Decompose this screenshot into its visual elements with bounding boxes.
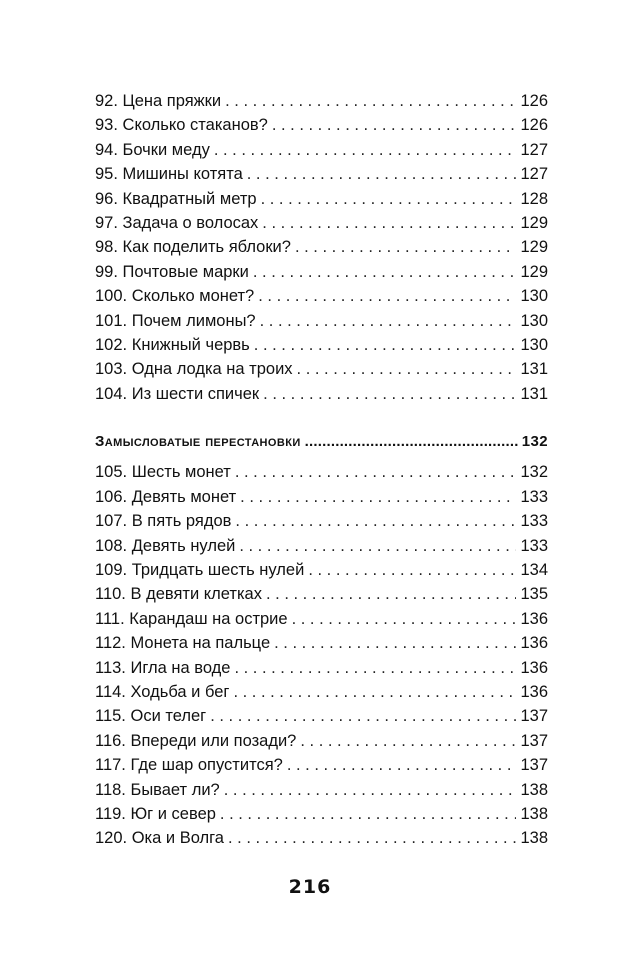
toc-entry-label: Впереди или позади? <box>130 731 297 750</box>
toc-entry-number: 94. <box>95 140 118 159</box>
toc-entry-number: 114. <box>95 682 126 701</box>
toc-entry-label: Бочки меду <box>122 140 210 159</box>
toc-entry-title <box>95 753 283 777</box>
toc-entry[interactable] <box>95 460 548 484</box>
toc-entry-number: 118. <box>95 780 126 799</box>
toc-entry-page: 137 <box>520 731 548 750</box>
toc-entry-page: 128 <box>520 189 548 208</box>
toc-entry[interactable] <box>95 113 548 137</box>
toc-entry-page: 129 <box>520 262 548 281</box>
toc-entry-number: 104. <box>95 384 128 403</box>
leader-dots <box>300 729 516 753</box>
toc-entry-title <box>95 113 268 137</box>
toc-entry[interactable] <box>95 607 548 631</box>
toc-entry-title <box>95 211 258 235</box>
toc-entry-label: Игла на воде <box>130 658 231 677</box>
toc-entry-page: 129 <box>520 238 548 257</box>
toc-entry-page: 138 <box>520 829 548 848</box>
toc-entry[interactable] <box>95 89 548 113</box>
toc-entry-label: Ходьба и бег <box>130 682 230 701</box>
toc-entry-label: Сколько стаканов? <box>122 116 268 135</box>
toc-entry-number: 112. <box>95 634 126 653</box>
toc-entry-title <box>95 357 293 381</box>
toc-entry-page: 126 <box>520 116 548 135</box>
toc-entry-title <box>95 558 304 582</box>
toc-entry-label: Почем лимоны? <box>131 311 256 330</box>
leader-dots <box>258 284 516 308</box>
toc-entry-title <box>95 460 231 484</box>
toc-entry-title <box>95 607 288 631</box>
toc-entry-title <box>95 333 250 357</box>
page-number: 216 <box>288 876 332 898</box>
leader-dots <box>266 582 516 606</box>
toc-entry-label: Одна лодка на троих <box>131 360 293 379</box>
leader-dots <box>308 558 516 582</box>
toc-entry-label: Монета на пальце <box>130 634 271 653</box>
toc-entry-number: 105. <box>95 463 128 482</box>
leader-dots <box>240 485 516 509</box>
toc-entry-label: Тридцать шесть нулей <box>131 561 305 580</box>
toc-entry-title <box>95 631 270 655</box>
toc-entry-number: 98. <box>95 238 118 257</box>
toc-entry-label: Как поделить яблоки? <box>122 238 291 257</box>
toc-entry-number: 95. <box>95 165 118 184</box>
toc-entry-page: 133 <box>520 487 548 506</box>
toc-entry-number: 107. <box>95 512 128 531</box>
leader-dots <box>263 382 516 406</box>
toc-entry-number: 115. <box>95 707 126 726</box>
toc-entry-number: 110. <box>95 585 126 604</box>
toc-entry-page: 126 <box>520 92 548 110</box>
toc-entry-page: 138 <box>520 804 548 823</box>
toc-entry[interactable] <box>95 187 548 211</box>
toc-entry-title <box>95 309 256 333</box>
leader-dots <box>295 235 517 259</box>
toc-entry-label: Оси телег <box>130 707 207 726</box>
toc-entry[interactable] <box>95 309 548 333</box>
leader-dots <box>260 309 517 333</box>
toc-entry-label: Юг и север <box>130 804 216 823</box>
leader-dots <box>292 607 517 631</box>
toc-entry-title <box>95 656 230 680</box>
leader-dots <box>272 113 517 137</box>
toc-entry-number: 93. <box>95 116 118 135</box>
leader-dots <box>239 534 516 558</box>
leader-dots <box>224 778 517 802</box>
toc-entry-number: 101. <box>95 311 128 330</box>
toc-entry-number: 111. <box>95 609 125 628</box>
section-title: Замысловатые перестановки <box>95 433 301 451</box>
toc-entry-title <box>95 89 221 113</box>
toc-entry-title <box>95 729 296 753</box>
toc-entry-title <box>95 284 254 308</box>
leader-dots <box>228 826 516 850</box>
toc-entry-page: 137 <box>520 707 548 726</box>
leader-dots <box>234 656 516 680</box>
toc-entry-label: Карандаш на острие <box>129 609 288 628</box>
section-page: 132 <box>521 433 548 451</box>
toc-entry-page: 130 <box>520 311 548 330</box>
toc-entry-label: Где шар опустится? <box>130 756 283 775</box>
leader-dots <box>210 704 516 728</box>
toc-entry-label: Квадратный метр <box>122 189 257 208</box>
toc-entry-title <box>95 162 243 186</box>
toc-entry[interactable] <box>95 631 548 655</box>
section-heading[interactable] <box>95 430 548 454</box>
toc-entry-number: 100. <box>95 287 128 306</box>
leader-dots <box>254 333 517 357</box>
toc-entry-title <box>95 582 262 606</box>
toc-entry-title <box>95 485 236 509</box>
toc-entry-page: 127 <box>520 165 548 184</box>
toc-entry-label: Цена пряжки <box>122 92 222 110</box>
toc-entry-title <box>95 704 206 728</box>
toc-entry-page: 134 <box>520 561 548 580</box>
leader-dots <box>220 802 517 826</box>
leader-dots <box>297 357 517 381</box>
toc-entry-page: 133 <box>520 536 548 555</box>
toc-entry[interactable] <box>95 260 548 284</box>
leader-dots <box>305 430 518 454</box>
toc-entry-title <box>95 509 231 533</box>
toc-entry-number: 99. <box>95 262 118 281</box>
leader-dots <box>262 211 516 235</box>
toc-entry-label: Шесть монет <box>131 463 231 482</box>
toc-entry[interactable] <box>95 382 548 406</box>
toc-entry-number: 108. <box>95 536 128 555</box>
toc-entry[interactable] <box>95 138 548 162</box>
toc-entry-number: 113. <box>95 658 126 677</box>
toc-entry-page: 131 <box>520 360 548 379</box>
toc-entry-number: 106. <box>95 487 128 506</box>
toc-entry-page: 127 <box>520 140 548 159</box>
toc-entry[interactable] <box>95 582 548 606</box>
leader-dots <box>235 509 516 533</box>
leader-dots <box>261 187 517 211</box>
toc-group-1 <box>95 89 548 406</box>
toc-entry-label: Бывает ли? <box>130 780 220 799</box>
leader-dots <box>233 680 516 704</box>
toc-entry-number: 116. <box>95 731 126 750</box>
toc-entry-number: 97. <box>95 213 118 232</box>
toc-entry[interactable] <box>95 534 548 558</box>
toc-entry-page: 135 <box>520 585 548 604</box>
toc-group-2 <box>95 460 548 850</box>
toc-entry-number: 120. <box>95 829 128 848</box>
toc-entry-page: 133 <box>520 512 548 531</box>
table-of-contents <box>95 89 548 851</box>
toc-entry-page: 132 <box>520 463 548 482</box>
toc-entry-page: 136 <box>520 609 548 628</box>
toc-entry-page: 131 <box>520 384 548 403</box>
toc-entry-number: 117. <box>95 756 126 775</box>
toc-entry-title <box>95 138 210 162</box>
toc-entry[interactable] <box>95 680 548 704</box>
toc-entry-number: 119. <box>95 804 126 823</box>
toc-entry-page: 136 <box>520 658 548 677</box>
toc-entry-number: 96. <box>95 189 118 208</box>
toc-entry-title <box>95 534 235 558</box>
toc-entry[interactable] <box>95 558 548 582</box>
toc-entry[interactable] <box>95 778 548 802</box>
toc-entry-label: Мишины котята <box>122 165 243 184</box>
toc-entry[interactable] <box>95 284 548 308</box>
toc-entry[interactable] <box>95 357 548 381</box>
toc-entry-number: 102. <box>95 335 128 354</box>
toc-entry-label: Девять монет <box>131 487 237 506</box>
toc-entry-page: 136 <box>520 682 548 701</box>
toc-entry-page: 137 <box>520 756 548 775</box>
toc-entry-page: 138 <box>520 780 548 799</box>
toc-entry[interactable] <box>95 333 548 357</box>
toc-entry[interactable] <box>95 802 548 826</box>
leader-dots <box>214 138 517 162</box>
leader-dots <box>287 753 517 777</box>
toc-entry[interactable] <box>95 826 548 850</box>
toc-entry[interactable] <box>95 509 548 533</box>
toc-entry-title <box>95 802 216 826</box>
toc-entry-page: 136 <box>520 634 548 653</box>
toc-entry[interactable] <box>95 235 548 259</box>
toc-entry-label: Из шести спичек <box>131 384 260 403</box>
toc-entry-label: Сколько монет? <box>131 287 255 306</box>
toc-entry[interactable] <box>95 485 548 509</box>
leader-dots <box>253 260 517 284</box>
toc-entry[interactable] <box>95 729 548 753</box>
toc-entry-number: 92. <box>95 92 118 110</box>
toc-entry[interactable] <box>95 753 548 777</box>
toc-entry-label: Задача о волосах <box>122 213 259 232</box>
toc-entry-number: 109. <box>95 561 128 580</box>
toc-entry-page: 129 <box>520 213 548 232</box>
leader-dots <box>247 162 517 186</box>
leader-dots <box>225 89 516 113</box>
toc-entry-label: Девять нулей <box>131 536 236 555</box>
toc-entry-label: Почтовые марки <box>122 262 249 281</box>
toc-entry-title <box>95 826 224 850</box>
toc-entry-page: 130 <box>520 287 548 306</box>
toc-entry-title <box>95 778 220 802</box>
toc-entry-title <box>95 235 291 259</box>
toc-entry-label: Книжный червь <box>131 335 250 354</box>
leader-dots <box>274 631 516 655</box>
toc-entry[interactable] <box>95 162 548 186</box>
toc-entry-title <box>95 260 249 284</box>
toc-entry-title <box>95 382 259 406</box>
toc-entry-label: В пять рядов <box>131 512 232 531</box>
toc-entry-label: В девяти клетках <box>130 585 262 604</box>
toc-entry-number: 103. <box>95 360 128 379</box>
toc-entry-label: Ока и Волга <box>131 829 224 848</box>
toc-entry-title <box>95 680 229 704</box>
toc-entry[interactable] <box>95 211 548 235</box>
leader-dots <box>235 460 517 484</box>
toc-entry[interactable] <box>95 704 548 728</box>
toc-entry[interactable] <box>95 656 548 680</box>
toc-entry-page: 130 <box>520 335 548 354</box>
toc-entry-title <box>95 187 257 211</box>
